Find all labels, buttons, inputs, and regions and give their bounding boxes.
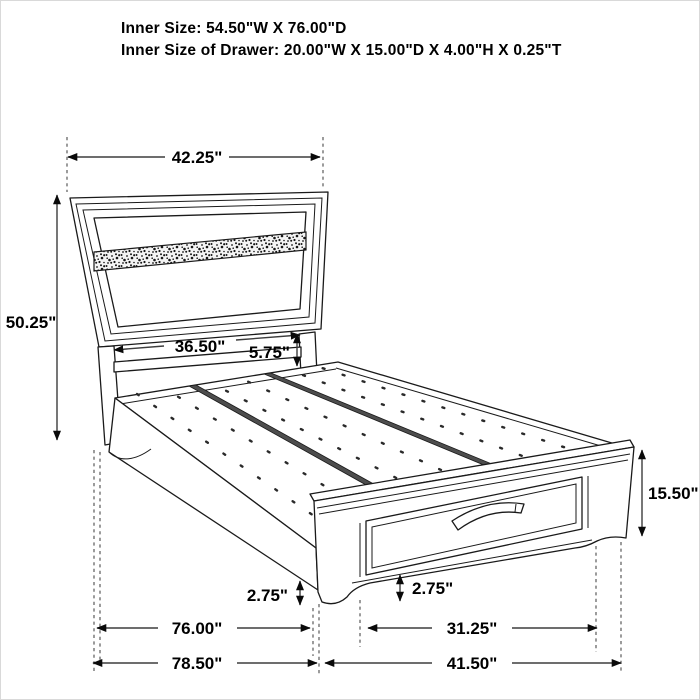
dim-label-footboard-height: 15.50" (648, 484, 699, 503)
dim-label-headboard-platform-gap: 5.75" (248, 343, 290, 362)
headboard-panel (94, 212, 306, 327)
dim-footboard-height (642, 450, 699, 536)
dim-label-inner-length: 76.00" (171, 619, 223, 638)
dim-drawer-span (368, 619, 597, 638)
dim-label-headboard-inner-width: 36.50" (174, 337, 226, 356)
dim-headboard-height (6, 195, 57, 440)
dim-footboard-clearance (400, 575, 453, 601)
dim-label-footboard-clearance: 2.75" (412, 579, 454, 598)
dim-label-headboard-width: 42.25" (171, 148, 223, 167)
dim-label-footboard-width: 41.50" (446, 654, 498, 673)
dim-inner-length (97, 619, 310, 638)
inner-size-line: Inner Size: 54.50"W X 76.00"D (121, 20, 347, 37)
dim-label-drawer-span: 31.25" (446, 619, 498, 638)
drawer-size-line: Inner Size of Drawer: 20.00"W X 15.00"D X 4.00"H X 0.25"T (121, 42, 562, 59)
dim-label-overall-length: 78.50" (171, 654, 223, 673)
dim-label-headboard-height: 50.25" (5, 313, 57, 332)
dim-footboard-width (325, 654, 621, 673)
dim-label-side-rail-clearance: 2.75" (246, 586, 288, 605)
dim-overall-length (93, 654, 317, 673)
dim-side-rail-clearance (247, 581, 300, 605)
dim-headboard-width (68, 148, 320, 167)
